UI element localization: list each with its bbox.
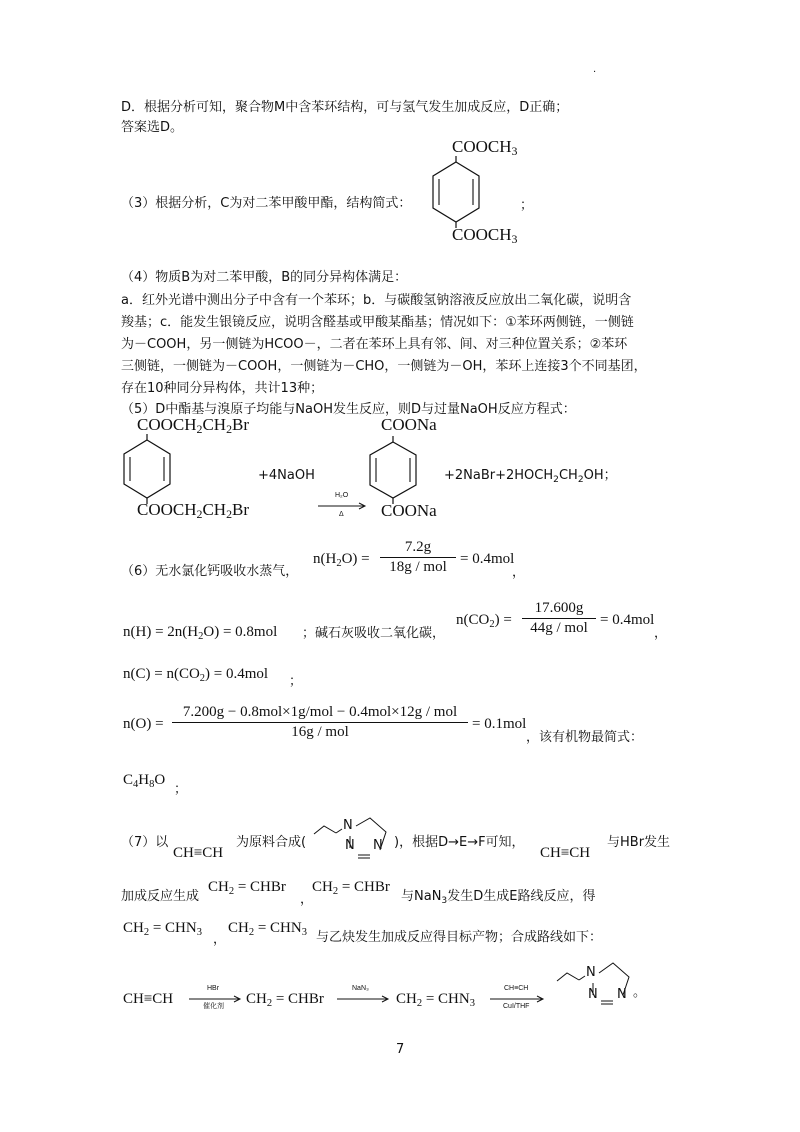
p6-prefix: （6）无水氯化钙吸收水蒸气， [121, 564, 299, 579]
comma-4: ， [213, 932, 227, 947]
vinyl-bromide-1: $CH_2$ = CHBr [208, 879, 286, 897]
semicolon-2: ； [174, 782, 188, 797]
triazole-2-n1: N [586, 965, 596, 980]
vinyl-azide-1: $CH_2 = CHN_3$ [123, 920, 202, 938]
page-number: 7 [396, 1042, 405, 1057]
struct3-bottom-group: $COOCH_3$ [452, 225, 518, 246]
p4-line-1: a．红外光谱中测出分子中含有一个苯环；b．与碳酸氢钠溶液反应放出二氧化碳，说明含 [121, 293, 632, 308]
p7-mid-2: )，根据D→E→F可知， [394, 835, 525, 850]
n-co2-left: $n(CO_2)$ = [456, 612, 512, 630]
n-o-left: n(O) = [123, 716, 164, 732]
n-h2o-result: = 0.4mol [460, 551, 515, 567]
n-c-line: $n(C) = n(CO_2) = 0.4mol$ [123, 666, 269, 684]
product-top-group: COONa [381, 415, 437, 434]
p6-formula-text: ，该有机物最简式： [526, 730, 644, 745]
route-acetylene: CH≡CH [123, 991, 174, 1007]
triazole-1-n3: N [373, 838, 383, 853]
p4-line-5: 存在10种同分异构体，共计13种； [121, 381, 324, 396]
semicolon-1: ； [289, 674, 303, 689]
p7-end-1: 与HBr发生 [607, 835, 671, 850]
line-d-analysis: D．根据分析可知，聚合物M中含苯环结构，可与氢气发生加成反应，D正确； [121, 100, 569, 115]
acetylene-1: CH≡CH [173, 845, 224, 861]
triazole-2-n2: N [588, 987, 598, 1002]
comma-3: ， [300, 892, 314, 907]
reactant-bottom-group: $COOCH_2CH_2Br$ [137, 500, 250, 521]
p6-co2-text: ；碱石灰吸收二氧化碳， [302, 626, 446, 641]
p4-line-4: 三侧链，一侧链为－COOH，一侧链为－CHO，一侧链为－OH，苯环上连接3个不同基团， [121, 359, 647, 374]
route-arrow-3-top: CH≡CH [504, 985, 529, 992]
route-arrow-2-top: NaN₃ [352, 985, 369, 992]
comma-1: ， [512, 565, 526, 580]
n-h-line: $n(H) = 2n(H_2O) = 0.8mol$ [123, 624, 278, 642]
byproducts: $+2NaBr+2HOCH_2CH_2OH$； [444, 468, 617, 485]
route-vinyl-azide: $CH_2 = CHN_3$ [396, 991, 475, 1009]
reagent-naoh: +4NaOH [258, 468, 315, 483]
vinyl-bromide-2: $CH_2$ = CHBr [312, 879, 390, 897]
route-arrow-2 [337, 994, 389, 1004]
arrow-bottom-label: Δ [339, 511, 344, 518]
route-arrow-1-top: HBr [207, 985, 220, 992]
benzene-ring-3 [431, 160, 481, 224]
triazole-2-n3: N [617, 987, 627, 1002]
n-o-result: = 0.1mol [472, 716, 527, 732]
triazole-1-n2: N [345, 838, 355, 853]
n-h2o-fraction: 7.2g 18g / mol [380, 539, 456, 576]
arrow-top-label: H₂O [335, 492, 349, 499]
p7-line3: 与乙炔发生加成反应得目标产物；合成路线如下： [316, 930, 603, 945]
n-co2-result: = 0.4mol [600, 612, 655, 628]
route-arrow-3-bottom: CuI/THF [503, 1003, 530, 1010]
n-h2o-left: $n(H_2O)$ = [313, 551, 370, 569]
benzene-ring-reactant [122, 438, 172, 500]
n-co2-fraction: 17.600g 44g / mol [522, 600, 596, 637]
p3-text: （3）根据分析，C为对二苯甲酸甲酯，结构简式： [121, 196, 412, 211]
comma-2: ， [654, 626, 668, 641]
page-mark: . [593, 64, 597, 75]
p4-line-3: 为－COOH，另一侧链为HCOO－，二者在苯环上具有邻、间、对三种位置关系；②苯环 [121, 337, 628, 352]
triazole-1-n1: N [343, 818, 353, 833]
p4-line-2: 羧基；c．能发生银镜反应，说明含醛基或甲酸某酯基；情况如下：①苯环两侧链，一侧链 [121, 315, 634, 330]
p5-title: （5）D中酯基与溴原子均能与NaOH发生反应，则D与过量NaOH反应方程式： [121, 402, 576, 417]
p7-line2-b: 与NaN$_3$发生D生成E路线反应，得 [401, 889, 596, 906]
p7-line2-a: 加成反应生成 [121, 889, 200, 904]
n-o-fraction: 7.200g − 0.8mol×1g/mol − 0.4mol×12g / mol 16g / mol [172, 704, 468, 741]
route-vinyl-bromide: $CH_2$ = CHBr [246, 991, 324, 1009]
p3-end: ； [520, 198, 534, 213]
p4-title: （4）物质B为对二苯甲酸，B的同分异构体满足： [121, 270, 408, 285]
empirical-formula: $C_4H_8O$ [123, 772, 166, 790]
struct3-top-group: $COOCH_3$ [452, 137, 518, 158]
p7-mid-1: 为原料合成( [236, 835, 307, 850]
benzene-ring-product [368, 440, 418, 500]
route-period: 。 [633, 985, 647, 1000]
p7-prefix: （7）以 [121, 835, 169, 850]
reactant-top-group: $COOCH_2CH_2Br$ [137, 415, 250, 436]
vinyl-azide-2: $CH_2 = CHN_3$ [228, 920, 307, 938]
route-arrow-1-bottom: 催化剂 [203, 1003, 224, 1010]
acetylene-2: CH≡CH [540, 845, 591, 861]
line-answer: 答案选D。 [121, 120, 184, 135]
product-bottom-group: COONa [381, 501, 437, 520]
